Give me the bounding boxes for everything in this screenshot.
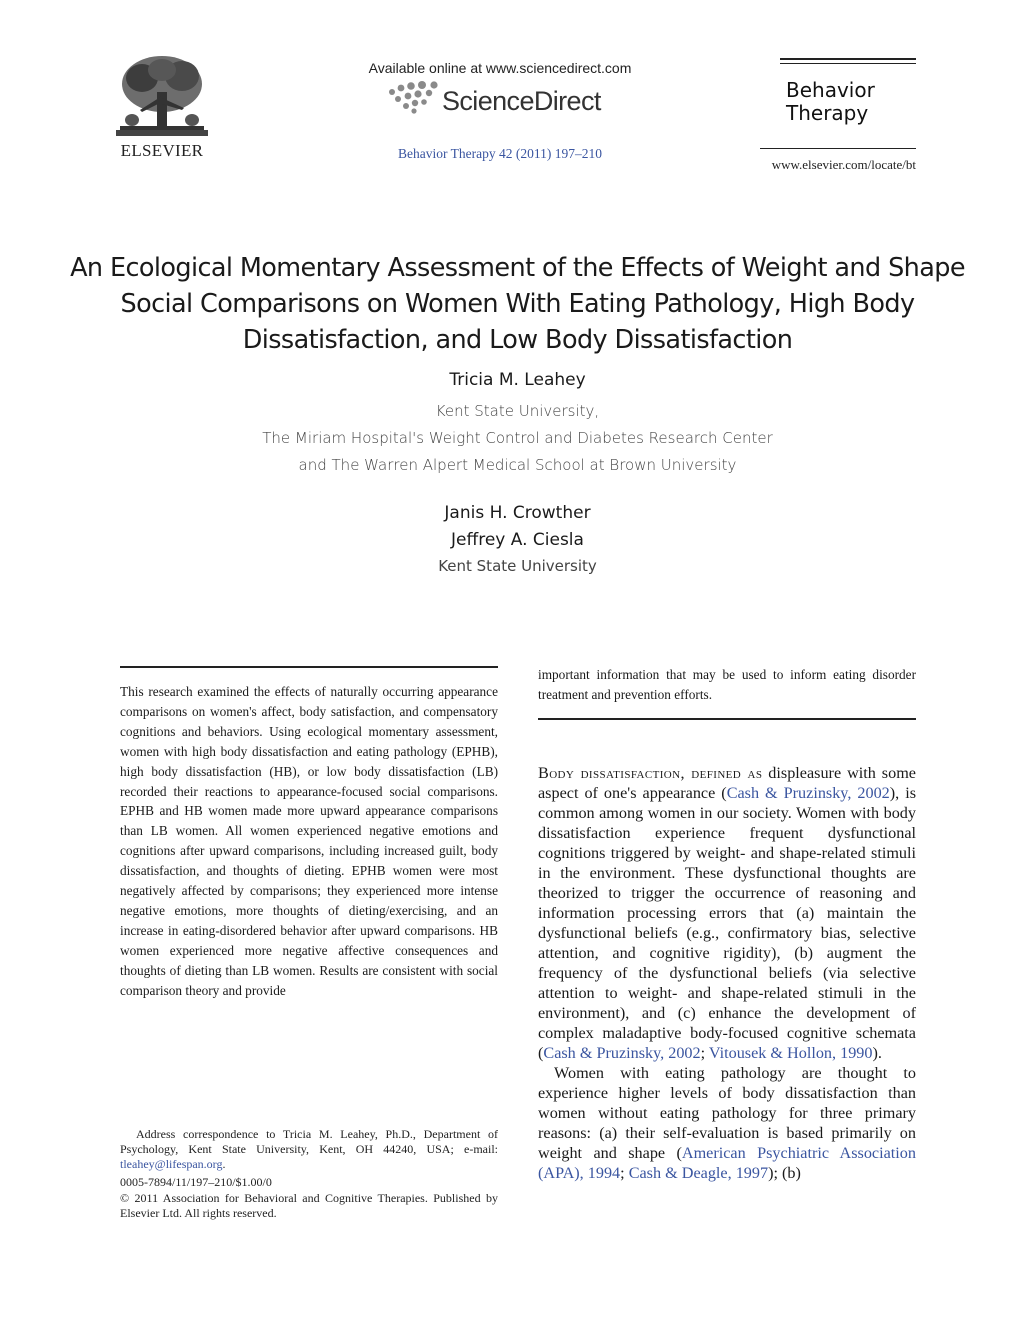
- journal-citation-link[interactable]: Behavior Therapy 42 (2011) 197–210: [398, 146, 602, 161]
- author-name: Jeffrey A. Ciesla: [451, 530, 584, 550]
- author-affiliation: Kent State University: [438, 557, 597, 575]
- author-affiliation: [60, 398, 975, 479]
- journal-title-line2: Therapy: [786, 101, 869, 125]
- journal-title-rule-bottom: [760, 148, 916, 149]
- citation-link[interactable]: American Psychiatric Association (APA), 1994: [538, 1144, 916, 1182]
- body-text-span: displeasure with some aspect of one's appearance (: [538, 764, 916, 802]
- body-text-span: ), is common among women in our society. Women with body dissatisfaction experience frequent dysfunctional cognitions triggered by weight- and shape-related stimuli in the environment. These dysfunctional thoughts are theorized to trigger the occurrence of reasoning and information processing errors that (a) maintain the dysfunctional beliefs (e.g., confirmatory bias, selective attention, and cognitive rigidity), (b) augment the frequency of the dysfunctional beliefs (via selective attention to weight- and shape-related stimuli in the environment), and (c) enhance the development of complex maladaptive body-focused cognitive schemata (: [538, 784, 916, 1062]
- publisher-name: ELSEVIER: [120, 141, 204, 160]
- affiliation-line: Kent State University,: [435, 402, 600, 420]
- correspondence-footnote: [120, 1127, 498, 1172]
- author-name: Janis H. Crowther: [444, 503, 591, 523]
- body-text-span: ;: [620, 1164, 629, 1182]
- affiliation-line: The Miriam Hospital's Weight Control and Diabetes Research Center: [262, 429, 773, 447]
- abstract-text-right: important information that may be used to inform eating disorder treatment and prevention efforts.: [538, 667, 916, 702]
- email-link[interactable]: tleahey@lifespan.org: [120, 1157, 223, 1171]
- section-lead-in: Body dissatisfaction, defined as: [538, 764, 763, 782]
- body-text-span: ;: [700, 1044, 709, 1062]
- sciencedirect-brand[interactable]: ScienceDirect: [442, 86, 601, 116]
- body-text-span: Women with eating pathology are thought to experience higher levels of body dissatisfaction than women without eating pathology for three primary reasons: (a) their self-evaluation is based primarily on weight and shape (: [538, 1064, 916, 1162]
- journal-title: [786, 79, 875, 125]
- issn-line: 0005-7894/11/197–210/$1.00/0: [120, 1175, 272, 1189]
- author-name: Tricia M. Leahey: [449, 370, 586, 390]
- citation-link[interactable]: Cash & Deagle, 1997: [628, 1164, 769, 1182]
- body-text-span: ).: [872, 1044, 882, 1062]
- copyright-line: © 2011 Association for Behavioral and Cognitive Therapies. Published by Elsevier Ltd. All rights reserved.: [120, 1191, 498, 1220]
- body-text: [538, 763, 916, 1183]
- abstract-rule-left: [120, 666, 498, 668]
- citation-link[interactable]: Cash & Pruzinsky, 2002: [726, 784, 890, 802]
- journal-title-rule-top: [780, 58, 916, 60]
- body-text-span: ); (b): [768, 1164, 801, 1182]
- body-paragraph: [538, 763, 916, 1063]
- affiliation-line: and The Warren Alpert Medical School at Brown University: [298, 456, 737, 474]
- journal-title-line1: Behavior: [786, 78, 875, 102]
- citation-link[interactable]: Cash & Pruzinsky, 2002: [543, 1044, 701, 1062]
- email-suffix: .: [222, 1157, 226, 1171]
- journal-title-rule-top-thin: [780, 63, 916, 64]
- citation-link[interactable]: Vitousek & Hollon, 1990: [708, 1044, 873, 1062]
- correspondence-text: Address correspondence to Tricia M. Leahey, Ph.D., Department of Psychology, Kent State University, Kent, OH 44240, USA; e-mail:: [120, 1127, 498, 1156]
- abstract-rule-right: [538, 718, 916, 720]
- available-online-text[interactable]: Available online at www.sciencedirect.com: [368, 60, 632, 76]
- abstract-text-left: This research examined the effects of naturally occurring appearance comparisons on women's affect, body satisfaction, and compensatory cognitions and behaviors. Using ecological momentary assessment, women with high body dissatisfaction and eating pathology (EPHB), high body dissatisfaction (HB), or low body dissatisfaction (LB) recorded their reactions to appearance-focused social comparisons. EPHB and HB women made more upward appearance comparisons than LB women. All women experienced negative emotions and cognitions after upward comparisons, including increased guilt, body dissatisfaction, and thoughts of dieting. EPHB women were most negatively affected by comparisons; they experienced more intense negative emotions, more thoughts of dieting/exercising, and an increase in eating-disordered behavior after upward comparisons. HB women experienced more negative affective consequences and thoughts of dieting than LB women. Results are consistent with social comparison theory and provide: [120, 684, 498, 998]
- journal-url[interactable]: www.elsevier.com/locate/bt: [771, 157, 916, 172]
- article-title: An Ecological Momentary Assessment of the Effects of Weight and Shape Social Comparisons on Women With Eating Pathology, High Body Dissatisfaction, and Low Body Dissatisfaction: [70, 253, 965, 355]
- body-paragraph: [538, 1063, 916, 1183]
